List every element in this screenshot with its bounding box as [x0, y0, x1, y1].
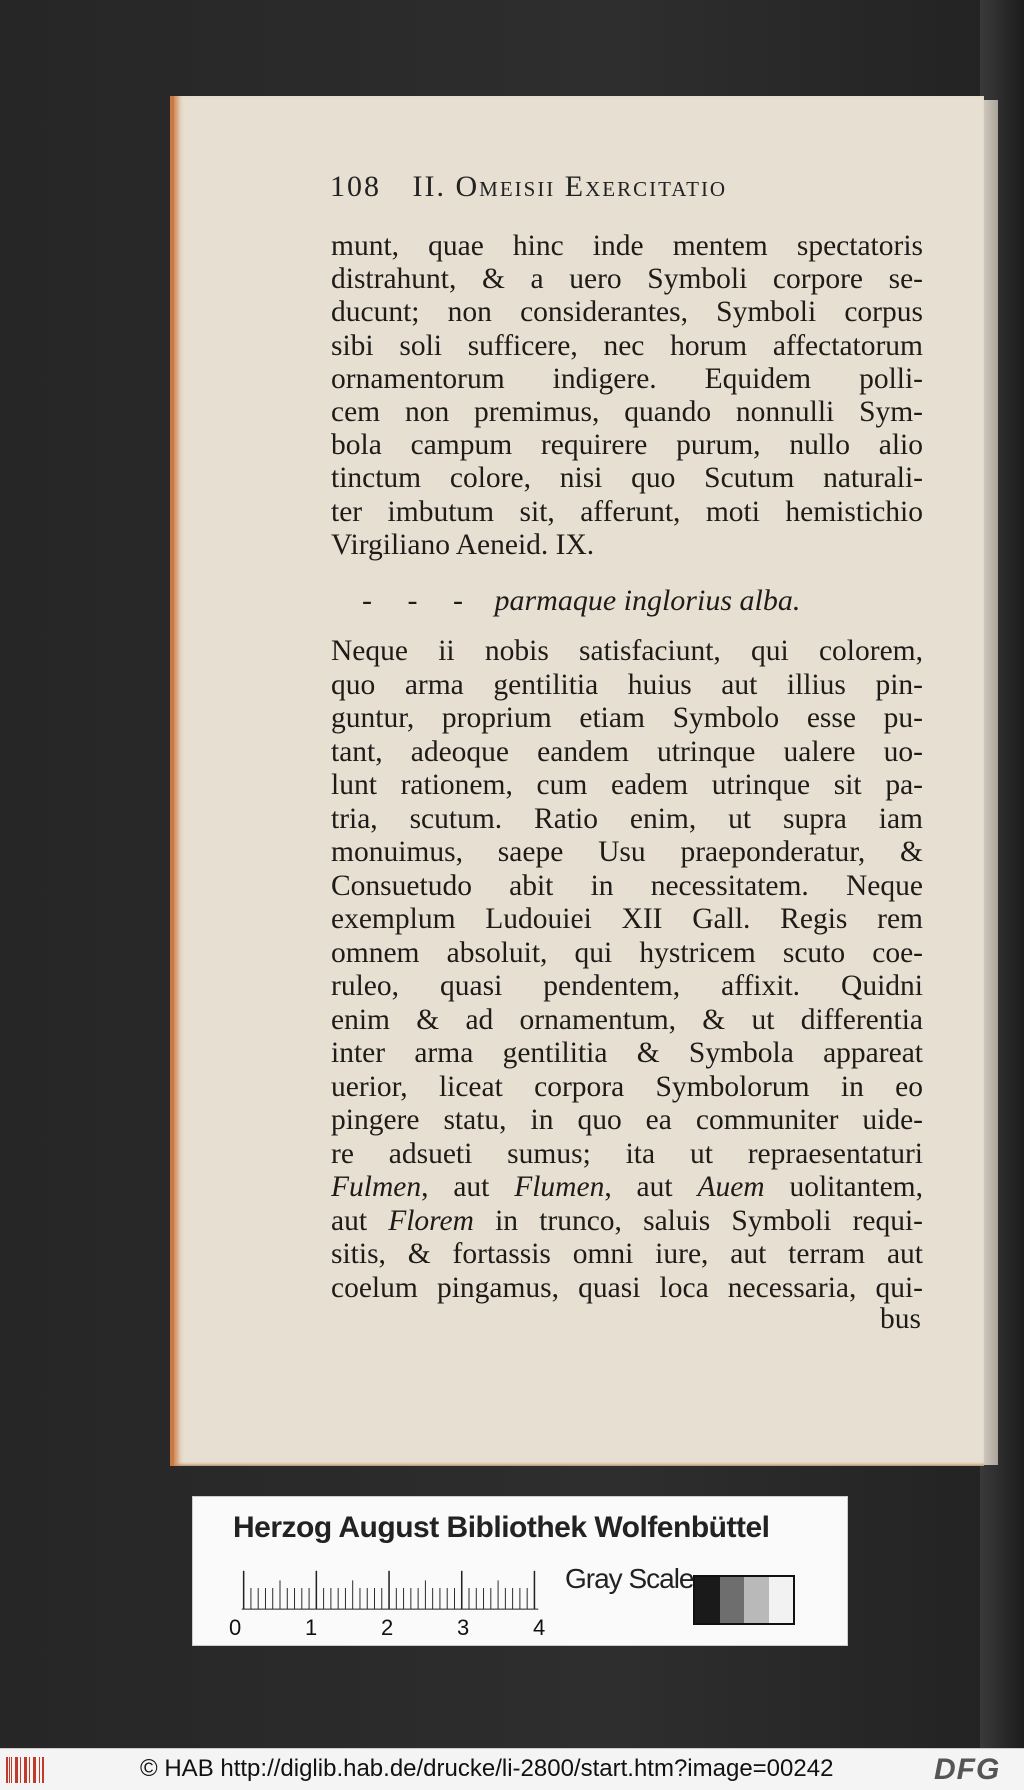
barcode-bar [35, 1757, 36, 1783]
text-line [331, 1171, 923, 1205]
text-line: quo arma gentilitia huius aut illius pin- [331, 668, 923, 701]
ruler-number: 0 [229, 1615, 242, 1640]
text-line: sitis, & fortassis omni iure, aut terram aut [331, 1238, 923, 1270]
text-line: ruleo, quasi pendentem, affixit. Quidni [331, 970, 923, 1002]
text-line: ter imbutum sit, afferunt, moti hemistichio [331, 495, 923, 528]
barcode-bar [24, 1757, 26, 1783]
text-line: exemplum Ludouiei XII Gall. Regis rem [331, 903, 923, 935]
text-line: tant, adeoque eandem utrinque ualere uo- [331, 735, 923, 768]
text-line: enim & ad ornamentum, & ut differentia [331, 1003, 923, 1036]
barcode-bar [33, 1757, 35, 1783]
barcode-bar [26, 1757, 27, 1783]
ruler-numbers [229, 1615, 549, 1639]
ruler-number: 3 [457, 1615, 470, 1640]
ruler-number: 1 [305, 1615, 318, 1640]
page-number: 108 [330, 170, 381, 203]
text-line: ducunt; non considerantes, Symboli corpus [331, 296, 923, 329]
text-line: Consuetudo abit in necessitatem. Neque [331, 869, 923, 902]
text-line: monuimus, saepe Usu praeponderatur, & [331, 836, 923, 868]
text-line: ornamentorum indigere. Equidem polli- [331, 362, 923, 395]
text-line: coelum pingamus, quasi loca necessaria, qui- [331, 1271, 923, 1304]
barcode-icon [6, 1757, 46, 1783]
library-name: Herzog August Bibliothek Wolfenbüttel [233, 1511, 770, 1544]
italic-word: Flumen [514, 1171, 605, 1203]
italic-word: Fulmen [331, 1171, 422, 1203]
text-line: pingere statu, in quo ea communiter uide- [331, 1104, 923, 1136]
text-line: sibi soli sufficere, nec horum affectatorum [331, 329, 923, 362]
ruler-scale [235, 1567, 545, 1611]
text-fragment: , aut [604, 1171, 698, 1203]
italic-word: Auem [697, 1171, 765, 1203]
text-line: tria, scutum. Ratio enim, ut supra iam [331, 802, 923, 835]
footer-bar [0, 1748, 1024, 1790]
italic-word: Florem [388, 1204, 474, 1237]
gray-patch [744, 1577, 769, 1623]
ruler-number: 4 [533, 1615, 546, 1640]
text-line: re adsueti sumus; ita ut repraesentaturi [331, 1137, 923, 1170]
text-line: bola campum requirere purum, nullo alio [331, 429, 923, 462]
text-line: inter arma gentilitia & Symbola appareat [331, 1037, 923, 1069]
text-line: tinctum colore, nisi quo Scutum naturali- [331, 462, 923, 495]
text-paragraph-2 [331, 635, 923, 1305]
gray-scale-label: Gray Scale [565, 1563, 694, 1594]
verse-quotation [362, 584, 800, 618]
text-fragment: aut [331, 1204, 389, 1237]
copyright-link[interactable]: © HAB http://diglib.hab.de/drucke/li-2800/start.htm?image=00242 [140, 1755, 834, 1782]
barcode-bar [29, 1757, 30, 1783]
gray-patch [695, 1577, 720, 1623]
running-title: II. Omeisii Exercitatio [412, 170, 728, 203]
text-fragment: in trunco, saluis Symboli requi- [473, 1204, 923, 1237]
text-line: Neque ii nobis satisfaciunt, qui colorem, [331, 635, 923, 667]
text-line: guntur, proprium etiam Symbolo esse pu- [331, 702, 923, 734]
catchword: bus [880, 1303, 921, 1335]
barcode-bar [17, 1757, 18, 1783]
gray-scale-patches [693, 1575, 795, 1625]
color-target-card [192, 1496, 848, 1646]
dfg-logo: DFG [934, 1753, 1001, 1786]
text-line: omnem absoluit, qui hystricem scuto coe- [331, 936, 923, 969]
text-line: uerior, liceat corpora Symbolorum in eo [331, 1070, 923, 1103]
text-line: lunt rationem, cum eadem utrinque sit pa- [331, 769, 923, 801]
barcode-bar [11, 1757, 12, 1783]
text-line: cem non premimus, quando nonnulli Sym- [331, 395, 923, 428]
text-line: munt, quae hinc inde mentem spectatoris [331, 230, 923, 262]
barcode-bar [15, 1757, 17, 1783]
running-head [330, 170, 870, 204]
barcode-bar [42, 1757, 44, 1783]
text-fragment: , aut [421, 1171, 515, 1203]
text-line: Virgiliano Aeneid. IX. [331, 528, 595, 561]
verse-text: parmaque inglorius alba. [494, 584, 801, 617]
text-paragraph-1 [331, 230, 923, 562]
text-line [331, 1205, 923, 1239]
text-fragment: uolitantem, [764, 1171, 923, 1203]
barcode-bar [9, 1757, 10, 1783]
gray-patch [769, 1577, 794, 1623]
barcode-bar [39, 1757, 40, 1783]
verse-dashes: - - - [362, 584, 477, 617]
ruler-number: 2 [381, 1615, 394, 1640]
barcode-bar [20, 1757, 21, 1783]
barcode-bar [6, 1757, 8, 1783]
gray-patch [720, 1577, 745, 1623]
text-line: distrahunt, & a uero Symboli corpore se- [331, 263, 923, 296]
